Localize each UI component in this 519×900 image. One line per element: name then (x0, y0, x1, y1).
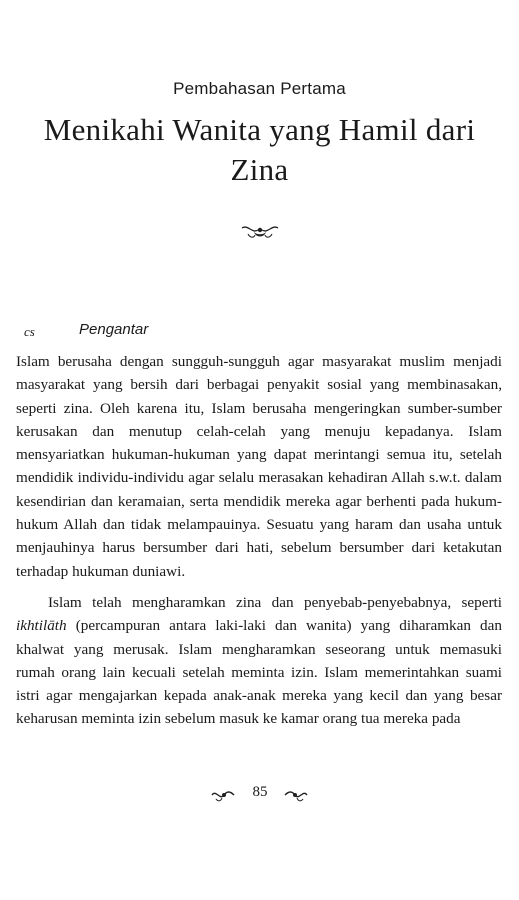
footer-ornament-left-icon (210, 786, 236, 804)
paragraph-1: Islam berusaha dengan sungguh-sungguh agar masyarakat muslim menjadi masyarakat yang bersih dari berbagai penyakit sosial yang membinasakan, seperti zina. Oleh karena itu, Islam berusaha mengeringkan sumber-sumber kerusakan dan menutup celah-celah yang menuju kepadanya. Islam mensyariatkan hukuman-hukuman yang dapat merintangi semua itu, setelah mendidik individu-individu agar selalu merasakan kehadiran Allah s.w.t. dalam kesendirian dan keramaian, serta mendidik mereka agar berhenti pada hukum-hukum Allah dan tidak melampauinya. Sesuatu yang haram dan usaha untuk menjauhinya harus bersumber dari hati, sebelum bersumber dari ketakutan terhadap hukuman duniawi. (16, 353, 502, 580)
page-footer (0, 784, 519, 808)
section-title: Pengantar (79, 321, 149, 338)
paragraph-2-text-end: (percampuran antara laki-laki dan wanita) yang diharamkan dan khalwat yang merusak. Islam mengharamkan seseorang untuk memasuki rumah orang lain kecuali setelah meminta izin. Islam memerintahkan suami istri agar mengajarkan kepada anak-anak mereka yang kecil dan yang besar keharusan meminta izin sebelum masuk ke kamar orang tua mereka pada (16, 617, 502, 728)
page-number: 85 (252, 784, 268, 800)
chapter-label: Pembahasan Pertama (173, 79, 346, 98)
paragraph-2-term: ikhtilāth (16, 617, 67, 635)
section-mark: cs (24, 324, 35, 339)
paragraph-2-text-start: Islam telah mengharamkan zina dan penyebab-penyebabnya, seperti (48, 593, 502, 611)
footer-ornament-right-icon (283, 786, 309, 804)
paragraph-2 (16, 591, 502, 731)
chapter-title: Menikahi Wanita yang Hamil dari Zina (43, 112, 476, 187)
flourish-ornament-icon (240, 222, 280, 242)
body-text (16, 350, 502, 731)
